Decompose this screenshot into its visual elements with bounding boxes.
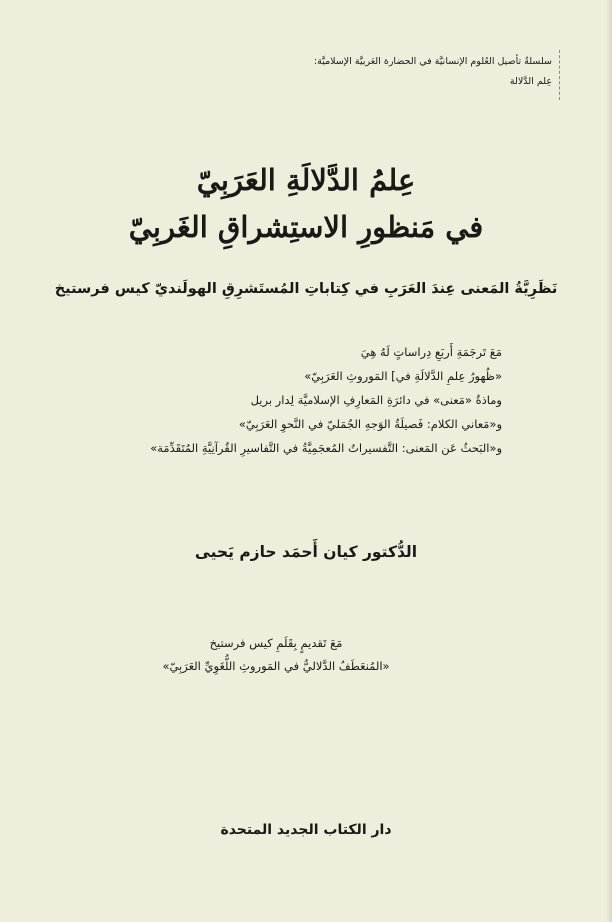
main-title-line-2: في مَنظورِ الاستِشراقِ الغَربِيّ	[128, 210, 484, 244]
preface-by: مَعَ تَقديمٍ بِقَلَمِ كيس فرستيخ	[209, 636, 343, 650]
study-item: «ظُهورُ عِلمِ الدَّلالَةِ في] المَوروثِ العَرَبِيّ»	[304, 369, 502, 383]
author-name: الدُّكتور كيان أَحمَد حازم يَحيى	[194, 543, 418, 561]
translated-studies-list	[100, 340, 502, 460]
preface-note	[0, 632, 552, 678]
study-item: و«مَعاني الكلام: فَصيلَةُ الوَجهِ الجُمَليّ في النَّحوِ العَرَبِيّ»	[238, 417, 502, 431]
publisher-name: دار الكتاب الجديد المتحدة	[220, 822, 392, 838]
page-edge-shadow	[606, 0, 612, 922]
subtitle: نَظَرِيَّةُ المَعنى عِندَ العَرَبِ في كِتاباتِ المُستَشرِقِ الهولَنديّ كيس فرستيخ	[54, 281, 558, 297]
preface-title: «المُنعَطَفُ الدَّلاليُّ في المَوروثِ اللُّغَوِيِّ العَرَبِيّ»	[162, 659, 390, 673]
studies-intro: مَعَ تَرجَمَةِ أَربَعِ دِراساتٍ لَهُ هِيَ	[360, 345, 502, 359]
series-title: سلسلةُ تأصيل العُلوم الإنسانيَّة في الحضارة العَربيَّة الإسلاميَّة:	[313, 56, 552, 67]
study-item: وماذةُ «مَعنى» في دائرَةِ المَعارِفِ الإسلاميَّة لِدار بريل	[250, 393, 502, 407]
series-topic: عِلم الدَّلالة	[509, 76, 552, 87]
main-title-line-1: عِلمُ الدَّلالَةِ العَرَبِيّ	[196, 163, 416, 197]
margin-mark	[559, 50, 566, 100]
study-item: و«البَحثُ عَن المَعنى: التَّفسيراتُ المُعجَمِيَّةُ في التَّفاسيرِ القُرآنِيَّةِ المُتَقَدِّمَة»	[150, 441, 502, 455]
series-note	[314, 52, 552, 92]
